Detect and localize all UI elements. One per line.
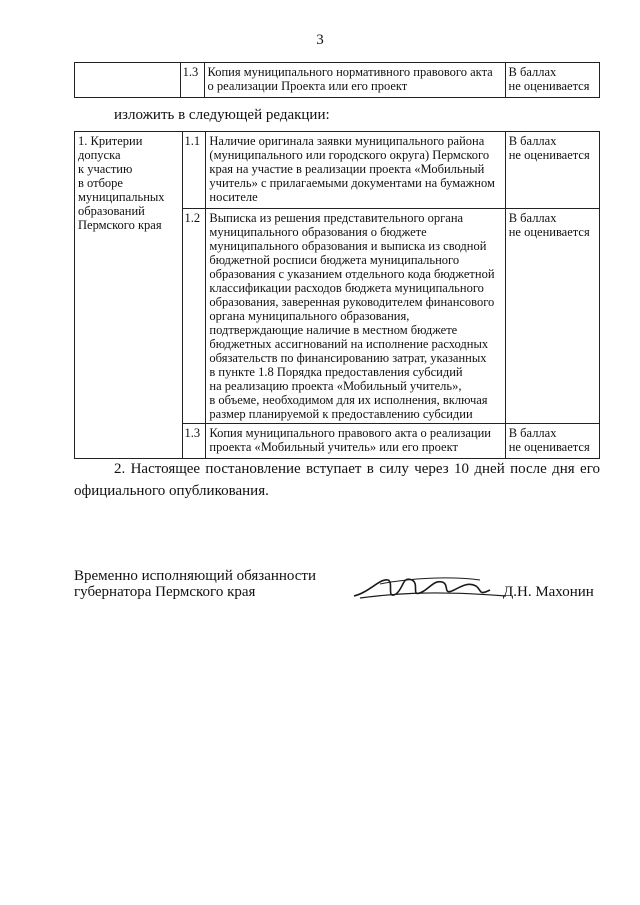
row-score	[505, 209, 599, 424]
signatory-name: Д.Н. Махонин	[503, 584, 594, 600]
criterion-cell	[75, 132, 183, 459]
text-line: В баллах	[508, 211, 557, 225]
text-line: В баллах	[508, 134, 557, 148]
text-line: Пермского края	[78, 218, 162, 232]
row-description	[206, 132, 505, 209]
text-line: не оценивается	[508, 79, 590, 93]
text-line: в отборе	[78, 176, 123, 190]
text-line: Выписка из решения представительного органа	[209, 211, 464, 225]
handwritten-signature	[350, 570, 510, 606]
row-description	[204, 63, 505, 98]
table-row	[75, 132, 600, 209]
text-line: в объеме, необходимом для их исполнения, включая	[209, 393, 488, 407]
text-line: образования, заверенная руководителем финансового	[209, 295, 495, 309]
row-description	[206, 209, 505, 424]
text-line: носителе	[209, 190, 258, 204]
row-number: 1.2	[182, 209, 206, 424]
previous-version-table	[74, 62, 600, 98]
text-line: образований	[78, 204, 145, 218]
text-line: органа муниципального образования,	[209, 309, 410, 323]
text-line: не оценивается	[508, 148, 590, 162]
text-line: 1. Критерии	[78, 134, 143, 148]
paragraph-effective-date: 2. Настоящее постановление вступает в силу через 10 дней после дня его официального опубликования.	[74, 461, 600, 499]
page-number: 3	[316, 32, 324, 48]
text-line: (муниципального или городского округа) Пермского	[209, 148, 490, 162]
text-line: муниципального образования о бюджете	[209, 225, 427, 239]
row-number: 1.3	[182, 424, 206, 459]
text-line: классификации расходов бюджета муниципального	[209, 281, 484, 295]
text-line: не оценивается	[508, 440, 590, 454]
row-score	[505, 132, 599, 209]
text-line: допуска	[78, 148, 121, 162]
text-line: обязательств по финансированию затрат, указанных	[209, 351, 487, 365]
table-row	[75, 63, 600, 98]
text-line: муниципальных	[78, 190, 165, 204]
text-line: образования с указанием отдельного кода бюджетной	[209, 267, 495, 281]
replace-instruction: изложить в следующей редакции:	[114, 107, 330, 123]
text-line: проекта «Мобильный учитель» или его проект	[209, 440, 458, 454]
row-description	[206, 424, 505, 459]
text-line: Временно исполняющий обязанности	[74, 568, 317, 584]
text-line: бюджетных ассигнований на исполнение расходных	[209, 337, 489, 351]
text-line: В баллах	[508, 426, 557, 440]
text-line: к участию	[78, 162, 133, 176]
text-line: о реализации Проекта или его проект	[207, 79, 408, 93]
text-line: бюджетной росписи бюджета муниципального	[209, 253, 460, 267]
text-line: в пункте 1.8 Порядка предоставления субсидий	[209, 365, 463, 379]
row-score	[505, 63, 600, 98]
criteria-table	[74, 131, 600, 459]
empty-cell	[75, 63, 181, 98]
row-score	[505, 424, 599, 459]
text-line: на реализацию проекта «Мобильный учитель»,	[209, 379, 462, 393]
text-line: Копия муниципального нормативного правового акта	[207, 65, 493, 79]
row-number: 1.3	[180, 63, 204, 98]
text-line: Копия муниципального правового акта о реализации	[209, 426, 491, 440]
row-number: 1.1	[182, 132, 206, 209]
text-line: губернатора Пермского края	[74, 584, 256, 600]
text-line: размер планируемой к предоставлению субсидии	[209, 407, 473, 421]
text-line: муниципального образования и выписка из сводной	[209, 239, 487, 253]
text-line: не оценивается	[508, 225, 590, 239]
signatory-title	[74, 568, 316, 600]
text-line: В баллах	[508, 65, 557, 79]
text-line: края на участие в реализации проекта «Мобильный	[209, 162, 485, 176]
text-line: подтверждающие наличие в местном бюджете	[209, 323, 458, 337]
text-line: Наличие оригинала заявки муниципального района	[209, 134, 485, 148]
text-line: учитель» с прилагаемыми документами на бумажном	[209, 176, 495, 190]
